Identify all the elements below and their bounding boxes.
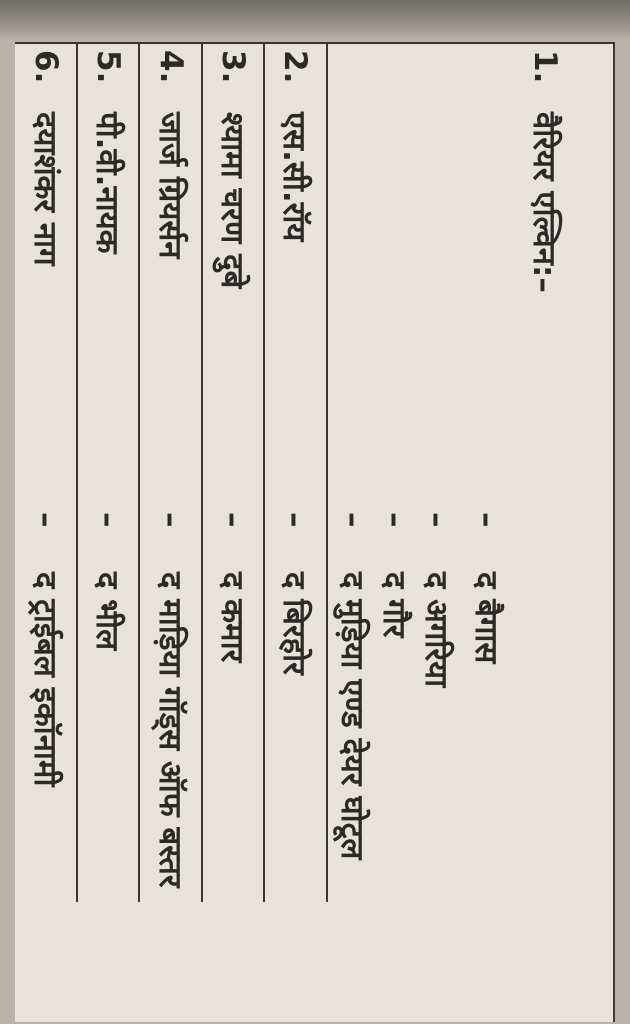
book-title: द अगरिया [418,572,454,688]
row-number: 3. [215,50,251,84]
author-heading [510,42,580,1022]
dash: – [469,512,505,528]
table-row [203,42,263,1022]
heading-number: 1. [527,50,563,84]
dash: – [419,512,455,528]
row-number: 6. [28,50,64,84]
author-name: जार्ज ग्रियर्सन [152,112,188,259]
book-title: द बैगास [468,572,504,664]
table-row [16,42,76,1022]
author-name: दयाशंकर नाग [27,112,63,266]
author-name: श्यामा चरण दुबे [214,112,250,289]
table-row [265,42,325,1022]
row-number: 5. [90,50,126,84]
photo-top-edge [0,0,630,40]
table-top-border [613,42,615,1022]
book-title: द माड़िया गॉड्स ऑफ बस्तर [152,572,188,888]
book-page [15,42,615,1022]
book-title: द ट्राईबल इकॉनामी [27,572,63,787]
table-row [78,42,138,1022]
dash: – [90,512,126,528]
dash: – [28,512,64,528]
heading-author: वैरियर एल्विन:– [526,112,562,293]
row-divider [138,42,140,902]
book-title: द मुड़िया एण्ड देयर घोटूल [334,572,370,860]
dash: – [335,512,371,528]
book-title: द भील [89,572,125,651]
row-number: 2. [277,50,313,84]
book-title: द कमार [214,572,250,663]
author-name: पी.वी.नायक [89,112,125,254]
dash: – [277,512,313,528]
author-name: एस.सी.रॉय [276,112,312,242]
book-title: द गौर [376,572,412,638]
dash: – [377,512,413,528]
list-item [323,42,383,1022]
dash: – [153,512,189,528]
book-title: द बिरहोर [276,572,312,675]
table-row [141,42,201,1022]
dash: – [215,512,251,528]
row-number: 4. [153,50,189,84]
